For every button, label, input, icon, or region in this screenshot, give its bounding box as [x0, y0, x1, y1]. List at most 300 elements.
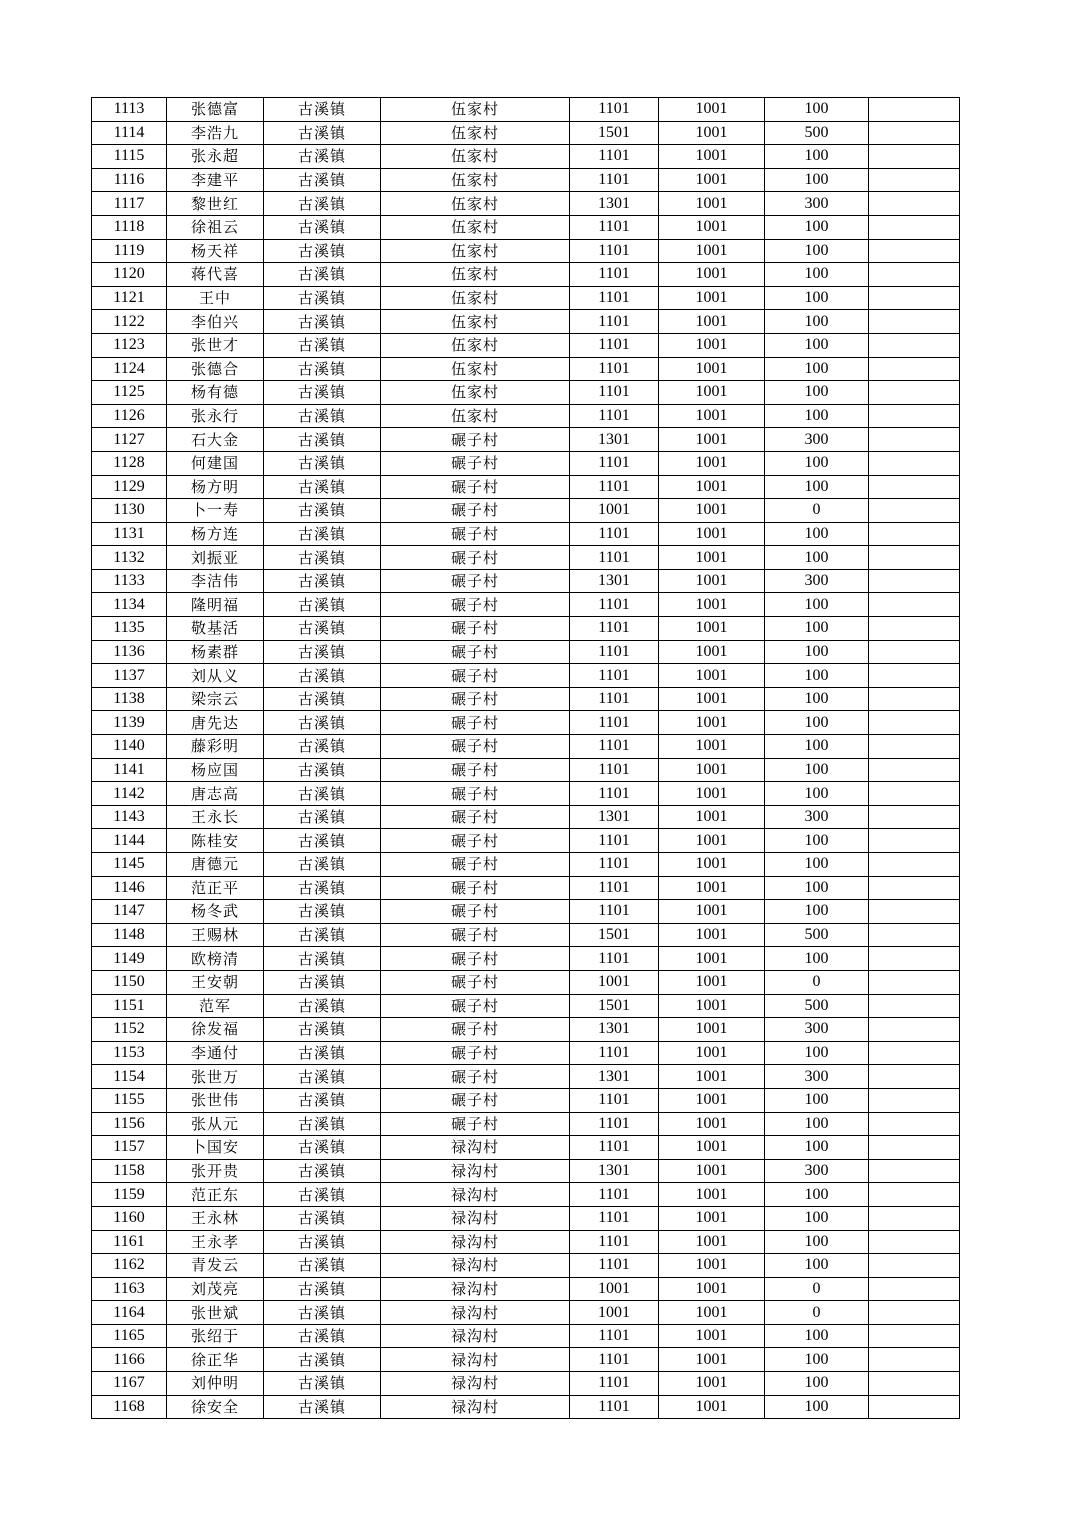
- code-cell: 1101: [570, 593, 659, 617]
- row-number-cell: 1156: [92, 1112, 167, 1136]
- village-cell: 伍家村: [381, 215, 570, 239]
- amount-cell: 100: [765, 310, 869, 334]
- amount-cell: 300: [765, 1018, 869, 1042]
- village-cell: 伍家村: [381, 98, 570, 122]
- town-cell: 古溪镇: [264, 381, 381, 405]
- code-cell: 1101: [570, 640, 659, 664]
- remark-cell: [869, 1018, 960, 1042]
- remark-cell: [869, 522, 960, 546]
- name-cell: 隆明福: [167, 593, 264, 617]
- table-row: [92, 1395, 960, 1419]
- table-row: [92, 381, 960, 405]
- row-number-cell: 1127: [92, 428, 167, 452]
- name-cell: 李建平: [167, 168, 264, 192]
- base-code-cell: 1001: [659, 1159, 765, 1183]
- row-number-cell: 1116: [92, 168, 167, 192]
- remark-cell: [869, 1112, 960, 1136]
- town-cell: 古溪镇: [264, 1159, 381, 1183]
- row-number-cell: 1130: [92, 499, 167, 523]
- amount-cell: 100: [765, 522, 869, 546]
- table-row: [92, 404, 960, 428]
- name-cell: 杨素群: [167, 640, 264, 664]
- amount-cell: 300: [765, 1065, 869, 1089]
- remark-cell: [869, 215, 960, 239]
- base-code-cell: 1001: [659, 1324, 765, 1348]
- code-cell: 1101: [570, 1136, 659, 1160]
- base-code-cell: 1001: [659, 357, 765, 381]
- table-row: [92, 805, 960, 829]
- row-number-cell: 1151: [92, 994, 167, 1018]
- town-cell: 古溪镇: [264, 640, 381, 664]
- code-cell: 1101: [570, 1183, 659, 1207]
- row-number-cell: 1132: [92, 546, 167, 570]
- base-code-cell: 1001: [659, 735, 765, 759]
- table-body: [92, 98, 960, 1419]
- name-cell: 张永行: [167, 404, 264, 428]
- town-cell: 古溪镇: [264, 1065, 381, 1089]
- table-row: [92, 569, 960, 593]
- amount-cell: 100: [765, 829, 869, 853]
- village-cell: 碾子村: [381, 923, 570, 947]
- village-cell: 碾子村: [381, 451, 570, 475]
- village-cell: 碾子村: [381, 782, 570, 806]
- code-cell: 1301: [570, 1065, 659, 1089]
- row-number-cell: 1121: [92, 286, 167, 310]
- amount-cell: 500: [765, 923, 869, 947]
- amount-cell: 100: [765, 98, 869, 122]
- base-code-cell: 1001: [659, 381, 765, 405]
- remark-cell: [869, 1277, 960, 1301]
- village-cell: 碾子村: [381, 1018, 570, 1042]
- amount-cell: 100: [765, 1324, 869, 1348]
- base-code-cell: 1001: [659, 829, 765, 853]
- base-code-cell: 1001: [659, 239, 765, 263]
- base-code-cell: 1001: [659, 970, 765, 994]
- row-number-cell: 1126: [92, 404, 167, 428]
- base-code-cell: 1001: [659, 1018, 765, 1042]
- amount-cell: 100: [765, 1348, 869, 1372]
- amount-cell: 100: [765, 1041, 869, 1065]
- row-number-cell: 1135: [92, 617, 167, 641]
- town-cell: 古溪镇: [264, 994, 381, 1018]
- table-row: [92, 970, 960, 994]
- code-cell: 1101: [570, 215, 659, 239]
- town-cell: 古溪镇: [264, 215, 381, 239]
- name-cell: 王中: [167, 286, 264, 310]
- name-cell: 范军: [167, 994, 264, 1018]
- amount-cell: 100: [765, 546, 869, 570]
- name-cell: 张绍于: [167, 1324, 264, 1348]
- remark-cell: [869, 1301, 960, 1325]
- row-number-cell: 1125: [92, 381, 167, 405]
- remark-cell: [869, 145, 960, 169]
- code-cell: 1101: [570, 853, 659, 877]
- code-cell: 1001: [570, 970, 659, 994]
- code-cell: 1101: [570, 98, 659, 122]
- village-cell: 禄沟村: [381, 1230, 570, 1254]
- remark-cell: [869, 404, 960, 428]
- base-code-cell: 1001: [659, 1395, 765, 1419]
- town-cell: 古溪镇: [264, 1136, 381, 1160]
- table-row: [92, 522, 960, 546]
- town-cell: 古溪镇: [264, 853, 381, 877]
- amount-cell: 100: [765, 1088, 869, 1112]
- base-code-cell: 1001: [659, 475, 765, 499]
- row-number-cell: 1140: [92, 735, 167, 759]
- name-cell: 徐正华: [167, 1348, 264, 1372]
- village-cell: 碾子村: [381, 805, 570, 829]
- table-row: [92, 593, 960, 617]
- row-number-cell: 1123: [92, 333, 167, 357]
- amount-cell: 100: [765, 640, 869, 664]
- remark-cell: [869, 853, 960, 877]
- remark-cell: [869, 333, 960, 357]
- table-row: [92, 829, 960, 853]
- village-cell: 碾子村: [381, 1065, 570, 1089]
- code-cell: 1501: [570, 923, 659, 947]
- base-code-cell: 1001: [659, 310, 765, 334]
- amount-cell: 100: [765, 1372, 869, 1396]
- remark-cell: [869, 1348, 960, 1372]
- amount-cell: 500: [765, 121, 869, 145]
- table-row: [92, 451, 960, 475]
- name-cell: 李洁伟: [167, 569, 264, 593]
- village-cell: 碾子村: [381, 593, 570, 617]
- row-number-cell: 1129: [92, 475, 167, 499]
- name-cell: 青发云: [167, 1254, 264, 1278]
- table-row: [92, 168, 960, 192]
- table-row: [92, 1065, 960, 1089]
- table-row: [92, 1301, 960, 1325]
- table-row: [92, 711, 960, 735]
- base-code-cell: 1001: [659, 168, 765, 192]
- remark-cell: [869, 1324, 960, 1348]
- amount-cell: 100: [765, 947, 869, 971]
- row-number-cell: 1131: [92, 522, 167, 546]
- code-cell: 1101: [570, 1324, 659, 1348]
- row-number-cell: 1150: [92, 970, 167, 994]
- amount-cell: 300: [765, 1159, 869, 1183]
- table-row: [92, 263, 960, 287]
- amount-cell: 100: [765, 404, 869, 428]
- amount-cell: 100: [765, 333, 869, 357]
- code-cell: 1101: [570, 1112, 659, 1136]
- remark-cell: [869, 1041, 960, 1065]
- row-number-cell: 1165: [92, 1324, 167, 1348]
- amount-cell: 100: [765, 853, 869, 877]
- town-cell: 古溪镇: [264, 310, 381, 334]
- remark-cell: [869, 664, 960, 688]
- base-code-cell: 1001: [659, 1136, 765, 1160]
- row-number-cell: 1133: [92, 569, 167, 593]
- amount-cell: 100: [765, 876, 869, 900]
- base-code-cell: 1001: [659, 98, 765, 122]
- code-cell: 1101: [570, 333, 659, 357]
- code-cell: 1101: [570, 617, 659, 641]
- table-row: [92, 98, 960, 122]
- remark-cell: [869, 1088, 960, 1112]
- row-number-cell: 1144: [92, 829, 167, 853]
- remark-cell: [869, 829, 960, 853]
- town-cell: 古溪镇: [264, 687, 381, 711]
- amount-cell: 100: [765, 239, 869, 263]
- code-cell: 1101: [570, 735, 659, 759]
- town-cell: 古溪镇: [264, 239, 381, 263]
- row-number-cell: 1119: [92, 239, 167, 263]
- base-code-cell: 1001: [659, 687, 765, 711]
- village-cell: 伍家村: [381, 145, 570, 169]
- amount-cell: 0: [765, 970, 869, 994]
- remark-cell: [869, 1159, 960, 1183]
- town-cell: 古溪镇: [264, 357, 381, 381]
- base-code-cell: 1001: [659, 404, 765, 428]
- base-code-cell: 1001: [659, 853, 765, 877]
- amount-cell: 100: [765, 1254, 869, 1278]
- base-code-cell: 1001: [659, 593, 765, 617]
- remark-cell: [869, 428, 960, 452]
- row-number-cell: 1164: [92, 1301, 167, 1325]
- village-cell: 伍家村: [381, 263, 570, 287]
- town-cell: 古溪镇: [264, 1348, 381, 1372]
- town-cell: 古溪镇: [264, 970, 381, 994]
- code-cell: 1301: [570, 1159, 659, 1183]
- remark-cell: [869, 546, 960, 570]
- code-cell: 1101: [570, 263, 659, 287]
- village-cell: 碾子村: [381, 970, 570, 994]
- base-code-cell: 1001: [659, 1230, 765, 1254]
- base-code-cell: 1001: [659, 1065, 765, 1089]
- remark-cell: [869, 1395, 960, 1419]
- village-cell: 伍家村: [381, 286, 570, 310]
- town-cell: 古溪镇: [264, 451, 381, 475]
- town-cell: 古溪镇: [264, 168, 381, 192]
- village-cell: 碾子村: [381, 900, 570, 924]
- base-code-cell: 1001: [659, 664, 765, 688]
- row-number-cell: 1137: [92, 664, 167, 688]
- village-cell: 禄沟村: [381, 1254, 570, 1278]
- row-number-cell: 1162: [92, 1254, 167, 1278]
- name-cell: 张从元: [167, 1112, 264, 1136]
- code-cell: 1101: [570, 711, 659, 735]
- village-cell: 碾子村: [381, 687, 570, 711]
- remark-cell: [869, 735, 960, 759]
- code-cell: 1101: [570, 310, 659, 334]
- name-cell: 黎世红: [167, 192, 264, 216]
- base-code-cell: 1001: [659, 1183, 765, 1207]
- base-code-cell: 1001: [659, 121, 765, 145]
- code-cell: 1101: [570, 1230, 659, 1254]
- amount-cell: 500: [765, 994, 869, 1018]
- village-cell: 伍家村: [381, 168, 570, 192]
- village-cell: 碾子村: [381, 475, 570, 499]
- town-cell: 古溪镇: [264, 735, 381, 759]
- table-row: [92, 286, 960, 310]
- code-cell: 1101: [570, 664, 659, 688]
- name-cell: 陈桂安: [167, 829, 264, 853]
- base-code-cell: 1001: [659, 499, 765, 523]
- name-cell: 刘从义: [167, 664, 264, 688]
- name-cell: 李伯兴: [167, 310, 264, 334]
- row-number-cell: 1155: [92, 1088, 167, 1112]
- town-cell: 古溪镇: [264, 428, 381, 452]
- amount-cell: 100: [765, 357, 869, 381]
- name-cell: 范正平: [167, 876, 264, 900]
- name-cell: 刘茂亮: [167, 1277, 264, 1301]
- table-row: [92, 758, 960, 782]
- table-row: [92, 1159, 960, 1183]
- village-cell: 碾子村: [381, 428, 570, 452]
- base-code-cell: 1001: [659, 876, 765, 900]
- row-number-cell: 1146: [92, 876, 167, 900]
- name-cell: 杨天祥: [167, 239, 264, 263]
- name-cell: 唐先达: [167, 711, 264, 735]
- table-row: [92, 239, 960, 263]
- row-number-cell: 1161: [92, 1230, 167, 1254]
- remark-cell: [869, 1206, 960, 1230]
- code-cell: 1101: [570, 1395, 659, 1419]
- name-cell: 杨方明: [167, 475, 264, 499]
- amount-cell: 100: [765, 758, 869, 782]
- code-cell: 1101: [570, 239, 659, 263]
- table-row: [92, 735, 960, 759]
- table-row: [92, 215, 960, 239]
- code-cell: 1101: [570, 876, 659, 900]
- code-cell: 1101: [570, 782, 659, 806]
- amount-cell: 0: [765, 1301, 869, 1325]
- village-cell: 碾子村: [381, 758, 570, 782]
- row-number-cell: 1128: [92, 451, 167, 475]
- code-cell: 1101: [570, 546, 659, 570]
- remark-cell: [869, 239, 960, 263]
- amount-cell: 300: [765, 428, 869, 452]
- village-cell: 禄沟村: [381, 1301, 570, 1325]
- remark-cell: [869, 475, 960, 499]
- amount-cell: 100: [765, 1230, 869, 1254]
- row-number-cell: 1157: [92, 1136, 167, 1160]
- amount-cell: 300: [765, 569, 869, 593]
- row-number-cell: 1142: [92, 782, 167, 806]
- amount-cell: 100: [765, 381, 869, 405]
- table-row: [92, 1041, 960, 1065]
- name-cell: 张德合: [167, 357, 264, 381]
- code-cell: 1101: [570, 900, 659, 924]
- table-row: [92, 1183, 960, 1207]
- amount-cell: 100: [765, 735, 869, 759]
- village-cell: 碾子村: [381, 1088, 570, 1112]
- amount-cell: 100: [765, 1112, 869, 1136]
- remark-cell: [869, 168, 960, 192]
- base-code-cell: 1001: [659, 522, 765, 546]
- code-cell: 1101: [570, 829, 659, 853]
- code-cell: 1101: [570, 286, 659, 310]
- table-row: [92, 546, 960, 570]
- village-cell: 禄沟村: [381, 1324, 570, 1348]
- name-cell: 何建国: [167, 451, 264, 475]
- table-row: [92, 428, 960, 452]
- town-cell: 古溪镇: [264, 569, 381, 593]
- row-number-cell: 1163: [92, 1277, 167, 1301]
- table-row: [92, 1277, 960, 1301]
- village-cell: 伍家村: [381, 357, 570, 381]
- name-cell: 杨应国: [167, 758, 264, 782]
- amount-cell: 0: [765, 1277, 869, 1301]
- town-cell: 古溪镇: [264, 900, 381, 924]
- base-code-cell: 1001: [659, 782, 765, 806]
- base-code-cell: 1001: [659, 1041, 765, 1065]
- name-cell: 唐德元: [167, 853, 264, 877]
- village-cell: 伍家村: [381, 333, 570, 357]
- village-cell: 碾子村: [381, 994, 570, 1018]
- name-cell: 杨有德: [167, 381, 264, 405]
- row-number-cell: 1167: [92, 1372, 167, 1396]
- name-cell: 敬基活: [167, 617, 264, 641]
- row-number-cell: 1152: [92, 1018, 167, 1042]
- table-row: [92, 853, 960, 877]
- name-cell: 王永长: [167, 805, 264, 829]
- amount-cell: 300: [765, 805, 869, 829]
- base-code-cell: 1001: [659, 263, 765, 287]
- table-row: [92, 1112, 960, 1136]
- row-number-cell: 1154: [92, 1065, 167, 1089]
- base-code-cell: 1001: [659, 1254, 765, 1278]
- base-code-cell: 1001: [659, 428, 765, 452]
- amount-cell: 100: [765, 593, 869, 617]
- village-cell: 禄沟村: [381, 1395, 570, 1419]
- row-number-cell: 1153: [92, 1041, 167, 1065]
- village-cell: 碾子村: [381, 664, 570, 688]
- name-cell: 李浩九: [167, 121, 264, 145]
- code-cell: 1101: [570, 1348, 659, 1372]
- name-cell: 欧榜清: [167, 947, 264, 971]
- town-cell: 古溪镇: [264, 829, 381, 853]
- remark-cell: [869, 263, 960, 287]
- code-cell: 1001: [570, 1301, 659, 1325]
- village-cell: 伍家村: [381, 121, 570, 145]
- code-cell: 1101: [570, 168, 659, 192]
- amount-cell: 100: [765, 782, 869, 806]
- base-code-cell: 1001: [659, 546, 765, 570]
- town-cell: 古溪镇: [264, 923, 381, 947]
- town-cell: 古溪镇: [264, 192, 381, 216]
- code-cell: 1101: [570, 451, 659, 475]
- remark-cell: [869, 1065, 960, 1089]
- amount-cell: 100: [765, 711, 869, 735]
- amount-cell: 100: [765, 900, 869, 924]
- remark-cell: [869, 1183, 960, 1207]
- table-row: [92, 1348, 960, 1372]
- table-row: [92, 900, 960, 924]
- table-row: [92, 357, 960, 381]
- code-cell: 1101: [570, 381, 659, 405]
- base-code-cell: 1001: [659, 192, 765, 216]
- amount-cell: 300: [765, 192, 869, 216]
- row-number-cell: 1122: [92, 310, 167, 334]
- base-code-cell: 1001: [659, 215, 765, 239]
- name-cell: 王永林: [167, 1206, 264, 1230]
- row-number-cell: 1113: [92, 98, 167, 122]
- town-cell: 古溪镇: [264, 1088, 381, 1112]
- name-cell: 刘振亚: [167, 546, 264, 570]
- code-cell: 1101: [570, 947, 659, 971]
- amount-cell: 100: [765, 263, 869, 287]
- table-row: [92, 947, 960, 971]
- village-cell: 碾子村: [381, 569, 570, 593]
- name-cell: 徐祖云: [167, 215, 264, 239]
- table-row: [92, 1018, 960, 1042]
- town-cell: 古溪镇: [264, 404, 381, 428]
- row-number-cell: 1114: [92, 121, 167, 145]
- remark-cell: [869, 310, 960, 334]
